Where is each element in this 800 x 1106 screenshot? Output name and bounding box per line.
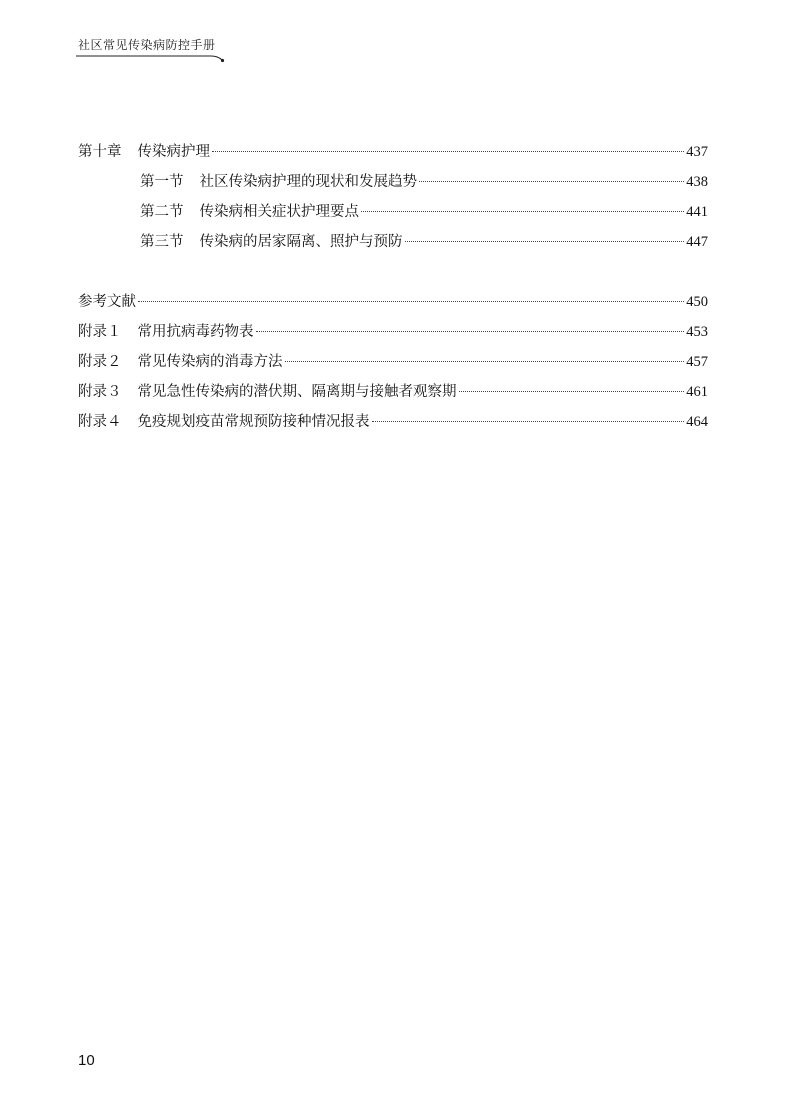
appendix-title: 常见传染病的消毒方法 (137, 354, 283, 370)
chapter-page: 437 (686, 144, 708, 160)
back-matter-page: 450 (686, 294, 708, 310)
section-number: 第二节 (140, 204, 184, 220)
back-matter-title: 参考文献 (78, 294, 136, 310)
dot-leader (459, 391, 685, 392)
toc-appendix-row[interactable] (78, 350, 708, 380)
dot-leader (285, 361, 685, 362)
section-page: 438 (686, 174, 708, 190)
toc-section-row[interactable] (78, 230, 708, 260)
table-of-contents (78, 140, 708, 440)
dot-leader (419, 181, 684, 182)
toc-chapter-row[interactable] (78, 140, 708, 170)
section-number: 第一节 (140, 174, 184, 190)
appendix-page: 464 (686, 414, 708, 430)
appendix-number: 附录１ (78, 324, 122, 340)
dot-leader (372, 421, 685, 422)
header-rule (76, 50, 228, 64)
toc-appendix-row[interactable] (78, 320, 708, 350)
dot-leader (405, 241, 685, 242)
toc-appendix-row[interactable] (78, 410, 708, 440)
appendix-title: 常用抗病毒药物表 (137, 324, 254, 340)
toc-references-row[interactable] (78, 290, 708, 320)
appendix-title: 免疫规划疫苗常规预防接种情况报表 (137, 414, 370, 430)
running-head-title: 社区常见传染病防控手册 (78, 38, 216, 52)
appendix-title: 常见急性传染病的潜伏期、隔离期与接触者观察期 (137, 384, 457, 400)
appendix-page: 457 (686, 354, 708, 370)
appendix-number: 附录２ (78, 354, 122, 370)
dot-leader (361, 211, 684, 212)
section-page: 441 (686, 204, 708, 220)
section-page: 447 (686, 234, 708, 250)
section-title: 传染病相关症状护理要点 (199, 204, 359, 220)
toc-section-row[interactable] (78, 200, 708, 230)
dot-leader (138, 301, 684, 302)
section-number: 第三节 (140, 234, 184, 250)
appendix-number: 附录４ (78, 414, 122, 430)
page-number: 10 (78, 1052, 95, 1069)
chapter-number: 第十章 (78, 144, 122, 160)
appendix-page: 453 (686, 324, 708, 340)
section-title: 社区传染病护理的现状和发展趋势 (199, 174, 417, 190)
toc-section-row[interactable] (78, 170, 708, 200)
chapter-title: 传染病护理 (137, 144, 210, 160)
toc-appendix-row[interactable] (78, 380, 708, 410)
appendix-page: 461 (686, 384, 708, 400)
dot-leader (256, 331, 685, 332)
dot-leader (212, 151, 684, 152)
appendix-number: 附录３ (78, 384, 122, 400)
section-title: 传染病的居家隔离、照护与预防 (199, 234, 403, 250)
